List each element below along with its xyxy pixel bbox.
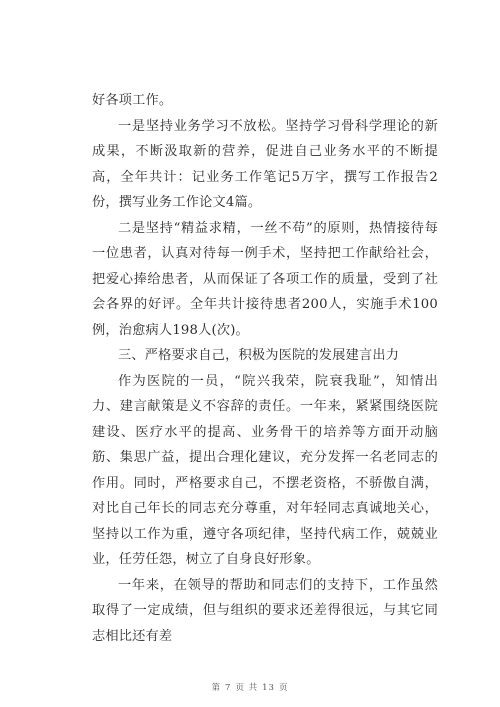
document-body: [92, 88, 438, 649]
paragraph-patients: 二是坚持“精益求精，一丝不苟”的原则，热情接待每一位患者，认真对待每一例手术，坚持把工作献给社会，把爱心捧给患者，从而保证了各项工作的质量，受到了社会各界的好评。全年共计接待患者200人，实施手术100例，治愈病人198人(次)。: [92, 220, 438, 338]
paragraph-hospital-member: 作为医院的一员，“院兴我荣，院衰我耻”，知情出力、建言献策是义不容辞的责任。一年来，紧紧围绕医院建设、医疗水平的提高、业务骨干的培养等方面开动脑筋、集思广益，提出合理化建议，充分发挥一名老同志的作用。同时，严格要求自己，不摆老资格，不骄傲自满，对比自己年长的同志充分尊重，对年轻同志真诚地关心，坚持以工作为重，遵守各项纪律，坚持代病工作，兢兢业业，任劳任怨，树立了自身良好形象。: [92, 373, 438, 567]
footer-total-pages: 13: [262, 683, 275, 693]
footer-prefix: 第: [211, 683, 222, 693]
footer-middle: 页 共: [235, 683, 259, 693]
footer-current-page: 7: [225, 683, 232, 693]
page-number-footer: [0, 681, 500, 693]
paragraph-study: 一是坚持业务学习不放松。坚持学习骨科学理论的新成果，不断汲取新的营养，促进自己业务水平的不断提高，全年共计：记业务工作笔记5万字，撰写工作报告2份，撰写业务工作论文4篇。: [92, 118, 438, 210]
footer-suffix: 页: [278, 683, 289, 693]
section-heading: 三、严格要求自己，积极为医院的发展建言出力: [118, 348, 400, 363]
paragraph-continuation: 好各项工作。: [92, 93, 173, 108]
paragraph-summary: 一年来，在领导的帮助和同志们的支持下，工作虽然取得了一定成绩，但与组织的要求还差得很远，与其它同志相比还有差: [92, 577, 438, 644]
